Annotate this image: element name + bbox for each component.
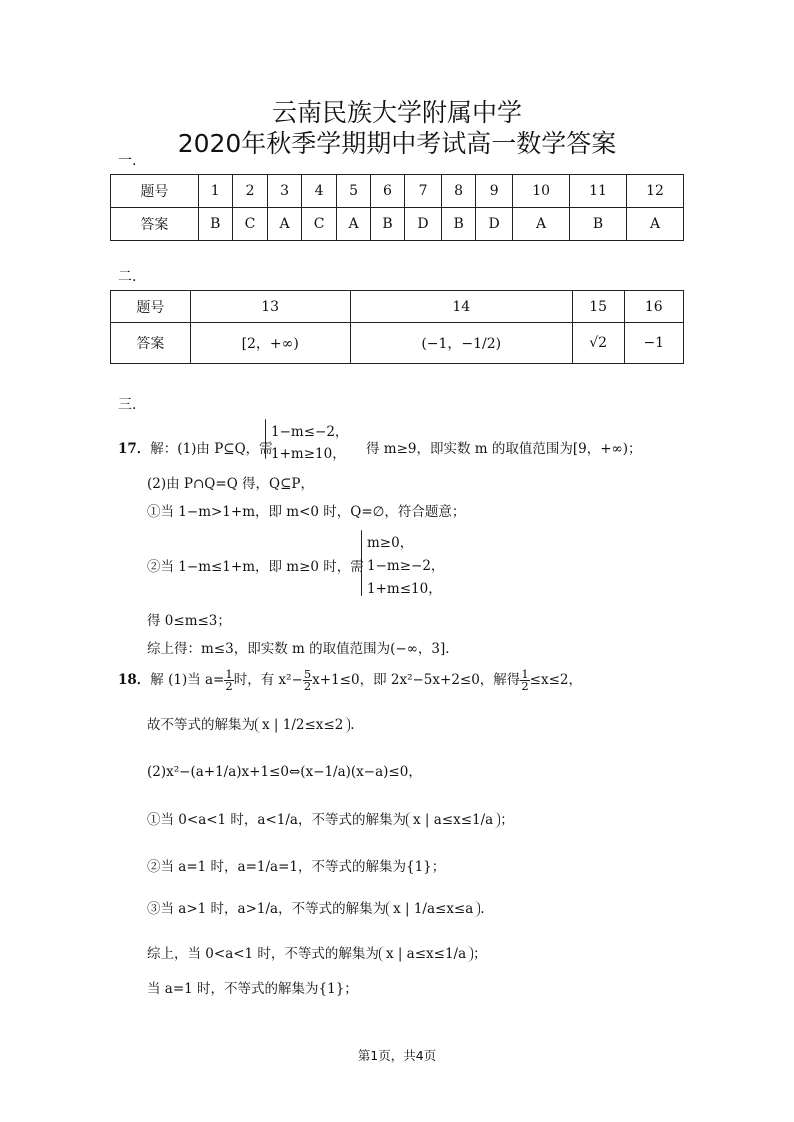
q17-result1: 得 m≥9，即实数 m 的取值范围为[9，+∞)；: [366, 441, 642, 457]
section-1-label: 一.: [118, 153, 137, 169]
q18-case3-text: ③当 a>1 时，a>1/a，不等式的解集为: [147, 901, 387, 917]
q18-text-c: x+1≤0，即 2x²−5x+2≤0，解得: [312, 672, 521, 688]
q17-system1-eq2: 1+m≥10，: [271, 446, 346, 462]
q18-summary1-text: 综上，当 0<a<1 时，不等式的解集为: [147, 946, 379, 962]
q17-system2-eq2: 1−m≥−2，: [367, 558, 445, 574]
answer-cell: B: [198, 208, 232, 241]
answer-cell: A: [337, 208, 371, 241]
answer-cell: D: [405, 208, 442, 241]
q17-result2: 得 0≤m≤3；: [147, 613, 231, 629]
answer-cell: √2: [572, 323, 624, 364]
question-number: 16: [624, 291, 683, 323]
answer-cell: D: [476, 208, 513, 241]
q18-solution-text: 故不等式的解集为: [147, 717, 255, 733]
q18-line3: (2)x²−(a+1/a)x+1≤0⇔(x−1/a)(x−a)≤0，: [147, 764, 422, 780]
question-number: 15: [572, 291, 624, 323]
title-exam: 2020年秋季学期期中考试高一数学答案: [177, 129, 617, 158]
section-2-label: 二.: [118, 269, 137, 285]
q18-text-d: ≤x≤2，: [529, 672, 582, 688]
table-row-answers: [111, 208, 684, 241]
fraction-one-half: $\frac{1}{2}$: [225, 666, 233, 693]
solution-set: x | a≤x≤1/a: [406, 812, 500, 828]
section-3-label: 三.: [118, 397, 137, 413]
answer-cell: A: [268, 208, 302, 241]
q17-system2-eq1: m≥0，: [367, 535, 414, 551]
q17-number: 17．: [118, 441, 151, 457]
q18-case1-text: ①当 0<a<1 时，a<1/a，不等式的解集为: [147, 812, 406, 828]
table-row-numbers: [111, 291, 684, 323]
answer-table-1: [110, 174, 684, 241]
q18-summary1: 综上，当 0<a<1 时，不等式的解集为 x | a≤x≤1/a ；: [147, 946, 487, 962]
q18-text-b: 时，有 x²−: [233, 672, 303, 688]
solution-set: x | 1/a≤x≤a: [386, 901, 480, 917]
answer-cell: C: [301, 208, 336, 241]
q17-lead: 解：(1)由 P⊆Q，需: [150, 441, 273, 457]
q17-case2: ②当 1−m≤1+m，即 m≥0 时，需: [147, 559, 364, 575]
question-number: 1: [198, 175, 232, 208]
answer-cell: −1: [624, 323, 683, 364]
question-number: 2: [232, 175, 267, 208]
q18-number: 18．: [118, 672, 151, 688]
row-header: 答案: [111, 323, 191, 364]
q18-line1: [118, 668, 582, 693]
q18-case2: ②当 a=1 时，a=1/a=1，不等式的解集为{1}；: [147, 859, 446, 875]
question-number: 13: [190, 291, 350, 323]
table-row-answers: [111, 323, 684, 364]
question-number: 7: [405, 175, 442, 208]
q17-system2-eq3: 1+m≤10，: [367, 581, 442, 597]
q18-summary2: 当 a=1 时，不等式的解集为{1}；: [147, 981, 358, 997]
row-header: 题号: [111, 175, 199, 208]
q17-case1: ①当 1−m>1+m，即 m<0 时，Q=∅，符合题意；: [147, 504, 466, 520]
fraction-one-half: $\frac{1}{2}$: [521, 666, 529, 693]
solution-set: x | a≤x≤1/a: [379, 946, 473, 962]
answer-cell: A: [513, 208, 570, 241]
question-number: 4: [301, 175, 336, 208]
brace-system-1: [265, 419, 266, 459]
row-header: 答案: [111, 208, 199, 241]
q18-case1: ①当 0<a<1 时，a<1/a，不等式的解集为 x | a≤x≤1/a ；: [147, 812, 514, 828]
title-school: 云南民族大学附属中学: [271, 98, 522, 127]
q17-line1: [118, 437, 273, 457]
q18-line2: 故不等式的解集为 x | 1/2≤x≤2 .: [147, 717, 355, 733]
table-row-numbers: [111, 175, 684, 208]
question-number: 5: [337, 175, 371, 208]
question-number: 14: [350, 291, 572, 323]
q18-text-a: 解 (1)当 a=: [150, 672, 225, 688]
answer-cell: (−1，−1/2): [350, 323, 572, 364]
question-number: 12: [627, 175, 684, 208]
q17-system1-eq1: 1−m≤−2，: [271, 424, 349, 440]
solution-set: x | 1/2≤x≤2: [255, 717, 350, 733]
question-number: 3: [268, 175, 302, 208]
row-header: 题号: [111, 291, 191, 323]
page-footer: 第1页，共4页: [357, 1048, 437, 1063]
question-number: 11: [570, 175, 627, 208]
answer-cell: A: [627, 208, 684, 241]
answer-table-2: [110, 290, 684, 364]
q17-summary: 综上得：m≤3，即实数 m 的取值范围为(−∞，3].: [147, 641, 450, 657]
brace-system-2: [361, 530, 362, 596]
answer-cell: [2，+∞): [190, 323, 350, 364]
question-number: 8: [442, 175, 476, 208]
question-number: 10: [513, 175, 570, 208]
answer-cell: C: [232, 208, 267, 241]
fraction-five-halves: $\frac{5}{2}$: [303, 666, 312, 693]
q18-case3: ③当 a>1 时，a>1/a，不等式的解集为 x | 1/a≤x≤a .: [147, 901, 485, 917]
answer-cell: B: [570, 208, 627, 241]
question-number: 6: [370, 175, 404, 208]
question-number: 9: [476, 175, 513, 208]
answer-cell: B: [442, 208, 476, 241]
q17-part2: (2)由 P∩Q=Q 得，Q⊆P，: [147, 476, 315, 492]
answer-cell: B: [370, 208, 404, 241]
